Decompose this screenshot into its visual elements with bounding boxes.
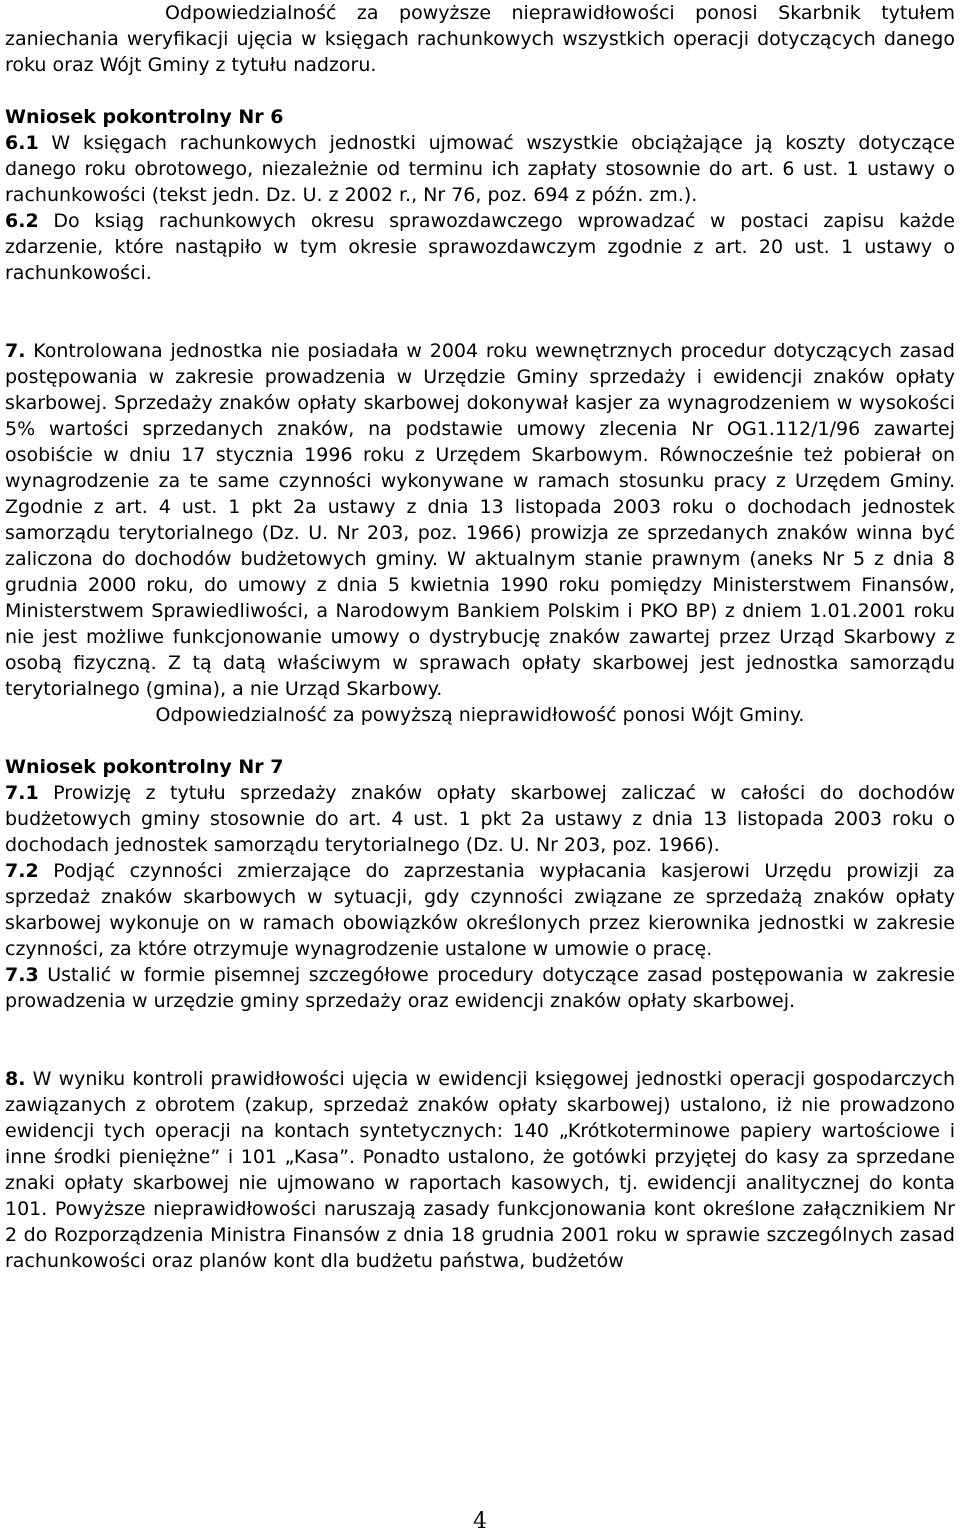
spacer [5,728,955,754]
spacer [5,286,955,338]
item-text: Do ksiąg rachunkowych okresu sprawozdawczego wprowadzać w postaci zapisu każde zdarzenie, które nastąpiło w tym okresie sprawozdawczym zgodnie z art. 20 ust. 1 ustawy o rachunkowości. [5,210,955,284]
wniosek-6-heading: Wniosek pokontrolny Nr 6 [5,106,284,128]
item-text: W księgach rachunkowych jednostki ujmować wszystkie obciążające ją koszty dotyczące danego roku obrotowego, niezależnie od terminu ich zapłaty stosownie do art. 6 ust. 1 ustawy o rachunkowości (tekst jedn. Dz. U. z 2002 r., Nr 76, poz. 694 z późn. zm.). [5,132,955,206]
section-text: W wyniku kontroli prawidłowości ujęcia w ewidencji księgowej jednostki operacji gospodarczych zawiązanych z obrotem (zakup, sprzedaż znaków opłaty skarbowej) ustalono, iż nie prowadzono ewidencji tych operacji na kontach syntetycznych: 140 „Krótkoterminowe papiery wartościowe i inne środki pieniężne” i 101 „Kasa”. Ponadto ustalono, że gotówki przyjętej do kasy za sprzedane znaki opłaty skarbowej nie ujmowano w raportach kasowych, tj. ewidencji analitycznej do konta 101. Powyższe nieprawidłowości naruszają zasady funkcjonowania kont określone załącznikiem Nr 2 do Rozporządzenia Ministra Finansów z dnia 18 grudnia 2001 roku w sprawie szczególnych zasad rachunkowości oraz planów kont dla budżetu państwa, budżetów [5,1068,955,1272]
wniosek-7-heading: Wniosek pokontrolny Nr 7 [5,756,284,778]
item-number: 7.3 [5,964,39,986]
wniosek-6-item-2 [5,208,955,286]
wniosek-7-item-3 [5,962,955,1014]
item-text: Ustalić w formie pisemnej szczegółowe procedury dotyczące zasad postępowania w zakresie prowadzenia w urzędzie gminy sprzedaży oraz ewidencji znaków opłaty skarbowej. [5,964,955,1012]
top-paragraph: Odpowiedzialność za powyższe nieprawidłowości ponosi Skarbnik tytułem zaniechania weryfikacji ujęcia w księgach rachunkowych wszystkich operacji dotyczących danego roku oraz Wójt Gminy z tytułu nadzoru. [5,2,955,76]
section-text: Kontrolowana jednostka nie posiadała w 2004 roku wewnętrznych procedur dotyczących zasad postępowania w zakresie prowadzenia w Urzędzie Gminy sprzedaży i ewidencji znaków opłaty skarbowej. Sprzedaży znaków opłaty skarbowej dokonywał kasjer za wynagrodzeniem w wysokości 5% wartości sprzedanych znaków, na podstawie umowy zlecenia Nr OG1.112/1/96 zawartej osobiście w dniu 17 stycznia 1996 roku z Urzędem Skarbowym. Równocześnie też pobierał on wynagrodzenie za te same czynności wykonywane w ramach stosunku pracy z Urzędem Gminy. Zgodnie z art. 4 ust. 1 pkt 2a ustawy z dnia 13 listopada 2003 roku o dochodach jednostek samorządu terytorialnego (Dz. U. Nr 203, poz. 1966) prowizja ze sprzedanych znaków winna być zaliczona do dochodów budżetowych gminy. W aktualnym stanie prawnym (aneks Nr 5 z dnia 8 grudnia 2000 roku, do umowy z dnia 5 kwietnia 1990 roku pomiędzy Ministerstwem Finansów, Ministerstwem Sprawiedliwości, a Narodowym Bankiem Polskim i PKO BP) z dniem 1.01.2001 roku nie jest możliwe funkcjonowanie umowy o dystrybucję znaków zawartej przez Urząd Skarbowy z osobą fizyczną. Z tą datą właściwym w sprawach opłaty skarbowej jest jednostka samorządu terytorialnego (gmina), a nie Urząd Skarbowy. [5,340,955,700]
spacer [5,78,955,104]
item-number: 7.1 [5,782,39,804]
spacer [5,1014,955,1066]
page-number: 4 [473,1509,487,1534]
item-text: Prowizję z tytułu sprzedaży znaków opłaty skarbowej zaliczać w całości do dochodów budżetowych gminy stosownie do art. 4 ust. 1 pkt 2a ustawy z dnia 13 listopada 2003 roku o dochodach jednostek samorządu terytorialnego (Dz. U. Nr 203, poz. 1966). [5,782,955,856]
item-number: 6.2 [5,210,39,232]
section-number: 7. [5,340,26,362]
section-7-responsibility: Odpowiedzialność za powyższą nieprawidłowość ponosi Wójt Gminy. [155,704,805,726]
section-number: 8. [5,1068,26,1090]
wniosek-6-item-1 [5,130,955,208]
item-number: 7.2 [5,860,39,882]
section-8-paragraph [5,1066,955,1274]
document-page [5,0,955,1274]
item-text: Podjąć czynności zmierzające do zaprzestania wypłacania kasjerowi Urzędu prowizji za sprzedaż znaków skarbowych w sytuacji, gdy czynności związane ze sprzedażą znaków opłaty skarbowej wykonuje on w ramach obowiązków określonych przez kierownika jednostki w zakresie czynności, za które otrzymuje wynagrodzenie ustalone w umowie o pracę. [5,860,955,960]
section-7-paragraph [5,338,955,702]
item-number: 6.1 [5,132,39,154]
wniosek-7-item-1 [5,780,955,858]
wniosek-7-item-2 [5,858,955,962]
